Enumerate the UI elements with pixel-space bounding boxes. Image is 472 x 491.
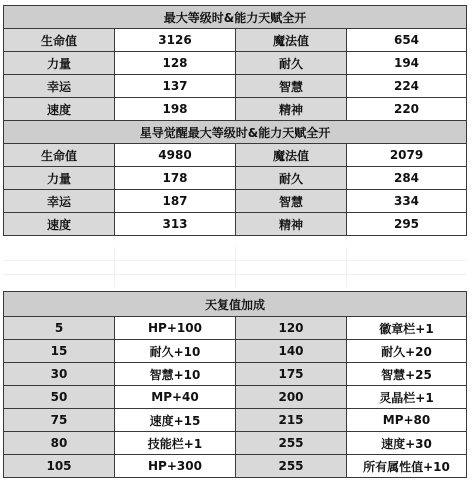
stat-label: 速度 (4, 98, 115, 121)
bonus-effect: 速度+30 (347, 432, 467, 455)
stat-label: 精神 (236, 98, 347, 121)
table-row (4, 432, 467, 455)
bonus-threshold: 15 (4, 340, 115, 363)
table-row (4, 52, 467, 75)
bonus-threshold: 140 (236, 340, 347, 363)
stat-value: 295 (347, 213, 467, 236)
bonus-threshold: 255 (236, 455, 347, 478)
bonus-effect: 灵晶栏+1 (347, 386, 467, 409)
divider (114, 247, 115, 287)
bonus-threshold: 255 (236, 432, 347, 455)
table-row (4, 213, 467, 236)
stat-label: 速度 (4, 213, 115, 236)
bonus-effect: 智慧+10 (115, 363, 236, 386)
bonus-effect: MP+80 (347, 409, 467, 432)
max-level-title: 最大等级时&能力天赋全开 (4, 6, 467, 29)
stat-value: 194 (347, 52, 467, 75)
table-row (4, 75, 467, 98)
table-row (4, 455, 467, 478)
stat-value: 224 (347, 75, 467, 98)
stat-value: 654 (347, 29, 467, 52)
bonus-effect: 耐久+20 (347, 340, 467, 363)
table-row (4, 29, 467, 52)
divider (346, 247, 347, 287)
table-row (4, 317, 467, 340)
stat-value: 187 (115, 190, 236, 213)
bonus-threshold: 175 (236, 363, 347, 386)
bonus-threshold: 50 (4, 386, 115, 409)
stat-label: 生命值 (4, 29, 115, 52)
stat-label: 智慧 (236, 75, 347, 98)
bonus-threshold: 105 (4, 455, 115, 478)
bonus-threshold: 120 (236, 317, 347, 340)
stat-label: 耐久 (236, 167, 347, 190)
bonus-effect: 速度+15 (115, 409, 236, 432)
stat-label: 智慧 (236, 190, 347, 213)
bonus-effect: MP+40 (115, 386, 236, 409)
stat-label: 精神 (236, 213, 347, 236)
bonus-threshold: 215 (236, 409, 347, 432)
stat-value: 2079 (347, 144, 467, 167)
bonus-threshold: 200 (236, 386, 347, 409)
stat-value: 198 (115, 98, 236, 121)
bonus-effect: 耐久+10 (115, 340, 236, 363)
bonus-title: 天复值加成 (4, 292, 467, 317)
stat-label: 魔法值 (236, 29, 347, 52)
table-row (4, 363, 467, 386)
stat-label: 魔法值 (236, 144, 347, 167)
stat-value: 178 (115, 167, 236, 190)
table-row (4, 190, 467, 213)
table-row (4, 409, 467, 432)
stat-label: 力量 (4, 167, 115, 190)
bonus-effect: 智慧+25 (347, 363, 467, 386)
bonus-table (3, 291, 467, 478)
stat-label: 幸运 (4, 75, 115, 98)
bonus-threshold: 75 (4, 409, 115, 432)
stat-label: 力量 (4, 52, 115, 75)
stat-value: 313 (115, 213, 236, 236)
divider (235, 247, 236, 287)
stat-value: 220 (347, 98, 467, 121)
awaken-title: 星导觉醒最大等级时&能力天赋全开 (4, 121, 467, 144)
spacer-grid (3, 247, 466, 287)
stat-label: 生命值 (4, 144, 115, 167)
table-row (4, 386, 467, 409)
bonus-effect: 所有属性值+10 (347, 455, 467, 478)
bonus-threshold: 80 (4, 432, 115, 455)
table-row (4, 144, 467, 167)
stat-value: 334 (347, 190, 467, 213)
stat-value: 137 (115, 75, 236, 98)
bonus-effect: 技能栏+1 (115, 432, 236, 455)
stats-table (3, 5, 467, 236)
table-row (4, 340, 467, 363)
bonus-threshold: 30 (4, 363, 115, 386)
stat-value: 3126 (115, 29, 236, 52)
bonus-effect: HP+100 (115, 317, 236, 340)
stat-value: 128 (115, 52, 236, 75)
table-row (4, 167, 467, 190)
bonus-threshold: 5 (4, 317, 115, 340)
bonus-effect: 徽章栏+1 (347, 317, 467, 340)
stat-label: 幸运 (4, 190, 115, 213)
stat-value: 4980 (115, 144, 236, 167)
table-row (4, 98, 467, 121)
stat-value: 284 (347, 167, 467, 190)
stat-label: 耐久 (236, 52, 347, 75)
bonus-effect: HP+300 (115, 455, 236, 478)
